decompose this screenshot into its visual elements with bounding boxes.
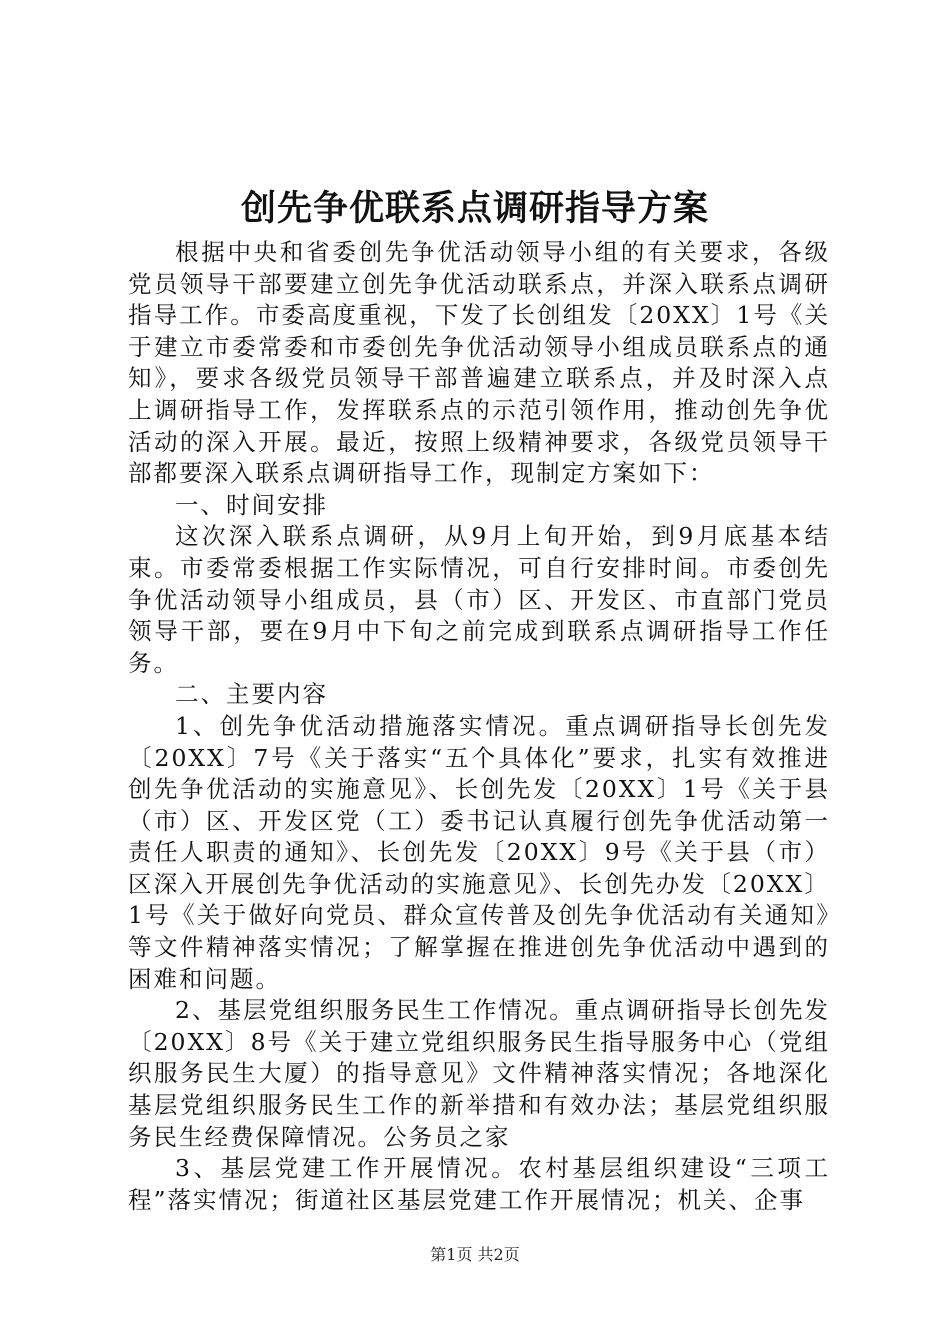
document-title: 创先争优联系点调研指导方案 bbox=[240, 189, 709, 229]
section-heading-time: 一、时间安排 bbox=[175, 490, 328, 519]
page-number-footer: 第1页 共2页 bbox=[430, 1245, 520, 1264]
section-heading-content: 二、主要内容 bbox=[175, 680, 328, 709]
paragraph-item-1: 1、创先争优活动措施落实情况。重点调研指导长创先发〔20XX〕7号《关于落实“五个具体化”要求，扎实有效推进创先争优活动的实施意见》、长创先发〔20XX〕1号《关于县（市）区、开发区党（工）委书记认真履行创先争优活动第一责任人职责的通知》、长创先发〔20XX〕9号《关于县（市）区深入开展创先争优活动的实施意见》、长创先办发〔20XX〕1号《关于做好向党员、群众宣传普及创先争优活动有关通知》等文件精神落实情况；了解掌握在推进创先争优活动中遇到的困难和问题。 bbox=[128, 711, 830, 993]
document-body bbox=[128, 237, 830, 1216]
paragraph-intro: 根据中央和省委创先争优活动领导小组的有关要求，各级党员领导干部要建立创先争优活动联系点，并深入联系点调研指导工作。市委高度重视，下发了长创组发〔20XX〕1号《关于建立市委常委和市委创先争优活动领导小组成员联系点的通知》，要求各级党员领导干部普遍建立联系点，并及时深入点上调研指导工作，发挥联系点的示范引领作用，推动创先争优活动的深入开展。最近，按照上级精神要求，各级党员领导干部都要深入联系点调研指导工作，现制定方案如下： bbox=[128, 238, 830, 488]
paragraph-item-3: 3、基层党建工作开展情况。农村基层组织建设“三项工程”落实情况；街道社区基层党建工作开展情况；机关、企事 bbox=[128, 1154, 830, 1214]
paragraph-time: 这次深入联系点调研，从9月上旬开始，到9月底基本结束。市委常委根据工作实际情况，可自行安排时间。市委创先争优活动领导小组成员，县（市）区、开发区、市直部门党员领导干部，要在9月中下旬之前完成到联系点调研指导工作任务。 bbox=[128, 522, 830, 677]
paragraph-item-2: 2、基层党组织服务民生工作情况。重点调研指导长创先发〔20XX〕8号《关于建立党组织服务民生指导服务中心（党组织服务民生大厦）的指导意见》文件精神落实情况；各地深化基层党组织服务民生工作的新举措和有效办法；基层党组织服务民生经费保障情况。公务员之家 bbox=[128, 996, 830, 1151]
